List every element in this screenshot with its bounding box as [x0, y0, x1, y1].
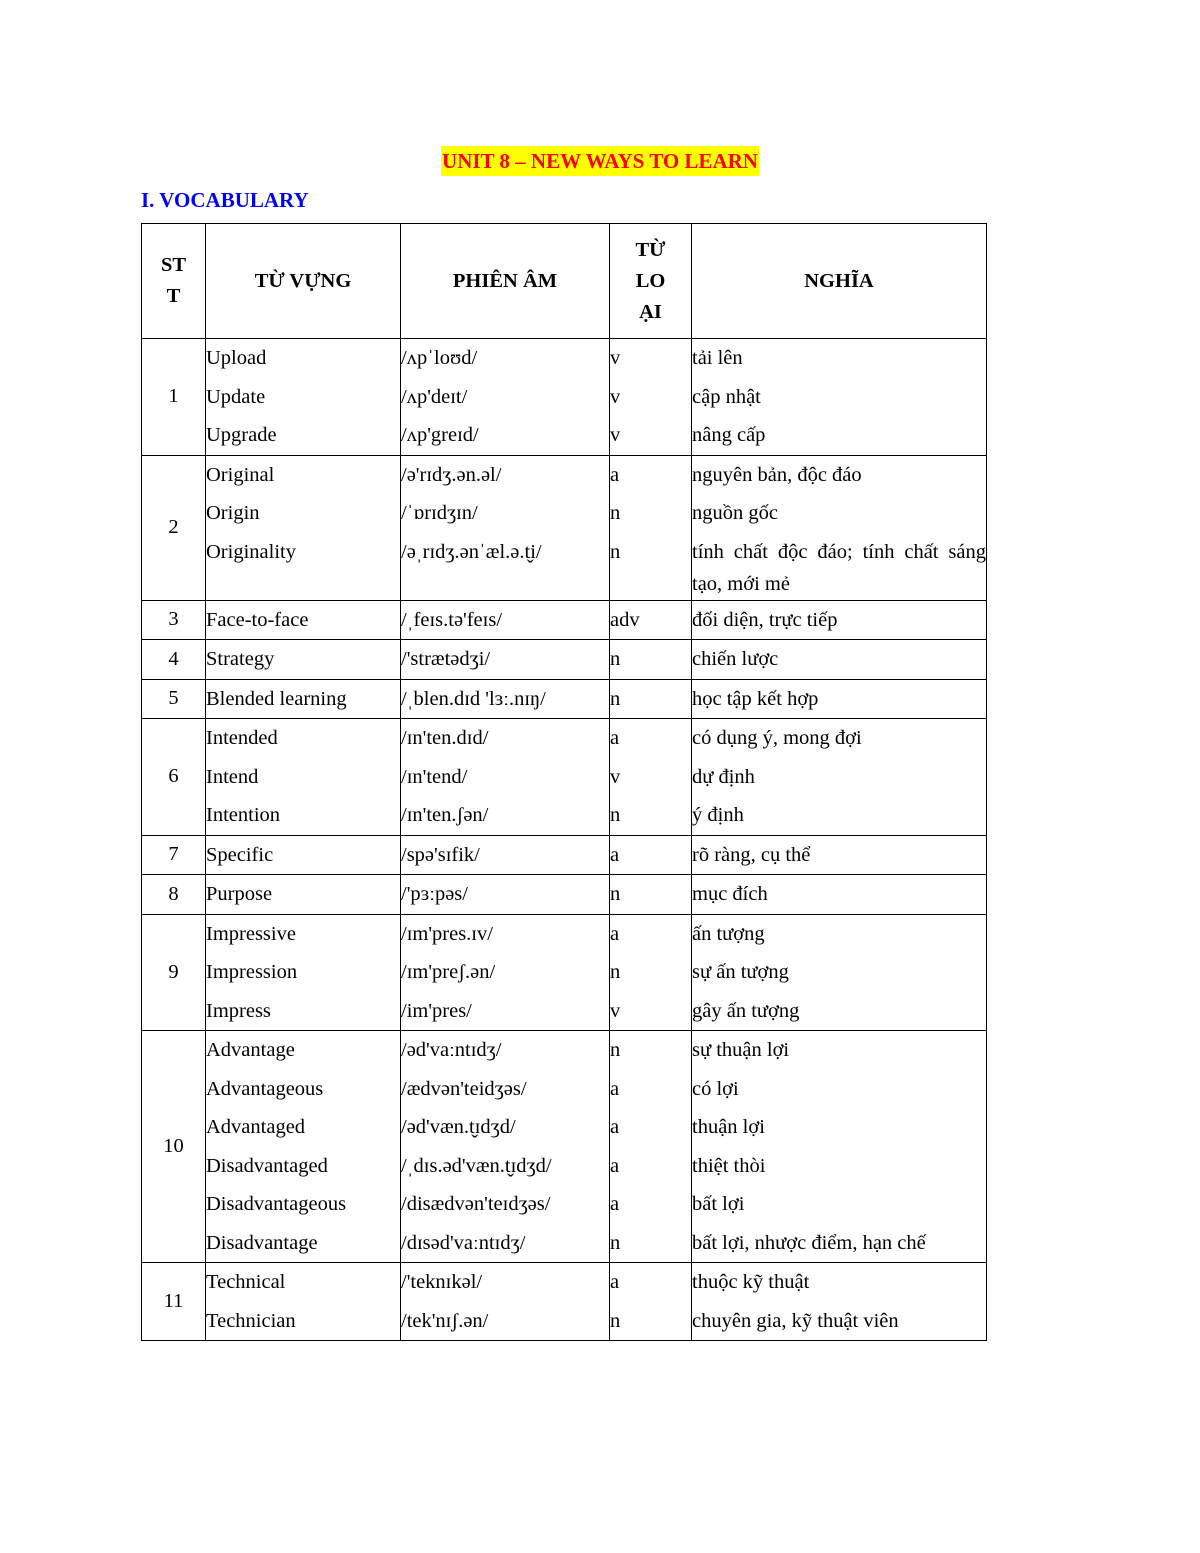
- document-title: UNIT 8 – NEW WAYS TO LEARN: [441, 146, 759, 176]
- meaning-text: chiến lược: [692, 648, 779, 670]
- part-of-speech: a: [610, 1116, 620, 1138]
- vocab-word: Advantaged: [206, 1116, 306, 1138]
- vocab-word: Technician: [206, 1309, 296, 1332]
- meaning-text: thuộc kỹ thuật: [692, 1271, 810, 1293]
- header-pos-label: TỪ LOẠI: [635, 238, 666, 323]
- header-pos: [610, 224, 692, 339]
- phonetic-transcription: /im'pres/: [401, 999, 472, 1022]
- part-of-speech: n: [610, 540, 621, 563]
- phonetic-transcription-cell: [401, 600, 610, 640]
- part-of-speech: n: [610, 1309, 621, 1332]
- part-of-speech: a: [610, 1193, 620, 1215]
- part-of-speech: v: [610, 385, 621, 408]
- meaning-text: sự thuận lợi: [692, 1039, 790, 1061]
- meaning-text: nâng cấp: [692, 424, 766, 446]
- row-number: 6: [142, 719, 206, 836]
- table-row: [142, 719, 987, 836]
- phonetic-transcription-cell: [401, 719, 610, 836]
- row-number: 9: [142, 914, 206, 1031]
- meaning-text: ý định: [692, 804, 744, 826]
- vocab-word-cell: [206, 1263, 401, 1341]
- part-of-speech: v: [610, 999, 621, 1022]
- meaning-text: dự định: [692, 765, 755, 788]
- row-number: 3: [142, 600, 206, 640]
- vocab-word: Strategy: [206, 648, 275, 670]
- phonetic-transcription: /tek'nɪʃ.ən/: [401, 1309, 489, 1332]
- vocab-word: Update: [206, 385, 266, 408]
- vocab-word: Origin: [206, 502, 260, 524]
- part-of-speech: a: [610, 1271, 620, 1293]
- phonetic-transcription: /ə'rɪdʒ.ən.əl/: [401, 463, 502, 486]
- table-row: [142, 835, 987, 875]
- vocab-word: Impression: [206, 961, 298, 983]
- meaning-text: cập nhật: [692, 385, 761, 408]
- part-of-speech: n: [610, 687, 621, 710]
- vocab-word-cell: [206, 679, 401, 719]
- vocab-word: Impress: [206, 999, 271, 1022]
- vocab-word: Advantageous: [206, 1077, 324, 1100]
- phonetic-transcription: /əd'vaːntɪdʒ/: [401, 1039, 502, 1061]
- phonetic-transcription: /'teknɪkəl/: [401, 1271, 483, 1293]
- part-of-speech-cell: [610, 339, 692, 456]
- vocab-word: Purpose: [206, 883, 273, 905]
- meaning-text: thuận lợi: [692, 1116, 765, 1138]
- vocab-word-cell: [206, 875, 401, 915]
- phonetic-transcription-cell: [401, 640, 610, 680]
- vocab-word: Originality: [206, 540, 296, 563]
- row-number: 11: [142, 1263, 206, 1341]
- table-header-row: [142, 224, 987, 339]
- vocabulary-table-body: [142, 339, 987, 1341]
- row-number: 1: [142, 339, 206, 456]
- vocab-word: Disadvantage: [206, 1231, 318, 1254]
- table-row: [142, 914, 987, 1031]
- part-of-speech-cell: [610, 875, 692, 915]
- header-ipa: PHIÊN ÂM: [401, 224, 610, 339]
- meaning-text-cell: [692, 640, 987, 680]
- meaning-text-cell: [692, 455, 987, 600]
- part-of-speech: a: [610, 1154, 620, 1177]
- meaning-text: tải lên: [692, 347, 743, 369]
- phonetic-transcription: /ˈɒrɪdʒɪn/: [401, 502, 478, 524]
- part-of-speech-cell: [610, 1263, 692, 1341]
- part-of-speech: n: [610, 961, 621, 983]
- vocab-word: Intended: [206, 727, 278, 749]
- meaning-text: ấn tượng: [692, 922, 765, 945]
- part-of-speech-cell: [610, 835, 692, 875]
- vocab-word: Disadvantageous: [206, 1193, 347, 1215]
- part-of-speech-cell: [610, 719, 692, 836]
- vocab-word: Disadvantaged: [206, 1154, 328, 1177]
- vocab-word-cell: [206, 835, 401, 875]
- table-row: [142, 339, 987, 456]
- part-of-speech: v: [610, 347, 621, 369]
- row-number: 8: [142, 875, 206, 915]
- part-of-speech: n: [610, 804, 621, 826]
- part-of-speech: n: [610, 883, 621, 905]
- part-of-speech: v: [610, 424, 621, 446]
- meaning-text: học tập kết hợp: [692, 687, 819, 710]
- phonetic-transcription: /ʌp'greɪd/: [401, 424, 479, 446]
- part-of-speech: n: [610, 1039, 621, 1061]
- meaning-text-cell: [692, 679, 987, 719]
- table-row: [142, 875, 987, 915]
- part-of-speech: a: [610, 463, 620, 486]
- row-number: 4: [142, 640, 206, 680]
- phonetic-transcription: /spə'sɪfik/: [401, 843, 480, 866]
- phonetic-transcription-cell: [401, 835, 610, 875]
- part-of-speech: v: [610, 765, 621, 788]
- phonetic-transcription-cell: [401, 875, 610, 915]
- phonetic-transcription-cell: [401, 1031, 610, 1263]
- part-of-speech-cell: [610, 679, 692, 719]
- part-of-speech: n: [610, 502, 621, 524]
- vocab-word: Upgrade: [206, 424, 277, 446]
- vocab-word: Blended learning: [206, 687, 347, 710]
- phonetic-transcription: /ˌdɪs.əd'væn.t̬ɪdʒd/: [401, 1154, 552, 1177]
- meaning-text: nguyên bản, độc đáo: [692, 463, 862, 486]
- part-of-speech-cell: [610, 1031, 692, 1263]
- phonetic-transcription: /dɪsəd'vaːntɪdʒ/: [401, 1231, 526, 1254]
- vocab-word-cell: [206, 600, 401, 640]
- phonetic-transcription: /disædvən'teɪdʒəs/: [401, 1193, 551, 1215]
- phonetic-transcription-cell: [401, 339, 610, 456]
- meaning-text-cell: [692, 719, 987, 836]
- meaning-text-cell: [692, 1031, 987, 1263]
- row-number: 10: [142, 1031, 206, 1263]
- vocab-word: Technical: [206, 1271, 286, 1293]
- row-number: 5: [142, 679, 206, 719]
- row-number: 7: [142, 835, 206, 875]
- phonetic-transcription-cell: [401, 1263, 610, 1341]
- vocab-word-cell: [206, 719, 401, 836]
- phonetic-transcription-cell: [401, 914, 610, 1031]
- phonetic-transcription-cell: [401, 679, 610, 719]
- phonetic-transcription: /'strætədʒi/: [401, 648, 491, 670]
- vocab-word-cell: [206, 339, 401, 456]
- phonetic-transcription: /ɪm'preʃ.ən/: [401, 961, 496, 983]
- part-of-speech-cell: [610, 600, 692, 640]
- meaning-text: bất lợi: [692, 1193, 745, 1215]
- vocab-word: Specific: [206, 843, 274, 866]
- meaning-text: sự ấn tượng: [692, 961, 789, 983]
- meaning-text: mục đích: [692, 883, 768, 905]
- vocab-word-cell: [206, 914, 401, 1031]
- part-of-speech: a: [610, 1077, 620, 1100]
- title-wrapper: [0, 146, 1200, 176]
- meaning-text-cell: [692, 875, 987, 915]
- meaning-text: tính chất độc đáo; tính chất sáng tạo, mới mẻ: [692, 540, 986, 595]
- vocab-word: Impressive: [206, 922, 296, 945]
- header-word: TỪ VỰNG: [206, 224, 401, 339]
- row-number: 2: [142, 455, 206, 600]
- meaning-text-cell: [692, 1263, 987, 1341]
- table-row: [142, 455, 987, 600]
- header-stt-label: STT: [160, 254, 187, 307]
- vocab-word: Intention: [206, 804, 281, 826]
- phonetic-transcription: /ʌpˈloʊd/: [401, 347, 478, 369]
- part-of-speech: a: [610, 922, 620, 945]
- vocab-word: Upload: [206, 347, 267, 369]
- vocab-word: Face-to-face: [206, 608, 309, 631]
- vocab-word: Original: [206, 463, 275, 486]
- meaning-text: chuyên gia, kỹ thuật viên: [692, 1309, 899, 1332]
- header-meaning: NGHĨA: [692, 224, 987, 339]
- vocab-word-cell: [206, 1031, 401, 1263]
- meaning-text: có dụng ý, mong đợi: [692, 727, 862, 749]
- phonetic-transcription-cell: [401, 455, 610, 600]
- vocab-word-cell: [206, 640, 401, 680]
- phonetic-transcription: /ɪn'ten.ʃən/: [401, 804, 489, 826]
- phonetic-transcription: /ˌblen.dɪd 'lɜː.nɪŋ/: [401, 687, 546, 710]
- phonetic-transcription: /əˌrɪdʒ.ənˈæl.ə.t̬i/: [401, 540, 542, 563]
- part-of-speech: a: [610, 843, 620, 866]
- meaning-text: có lợi: [692, 1077, 739, 1100]
- meaning-text-cell: [692, 914, 987, 1031]
- part-of-speech: a: [610, 727, 620, 749]
- meaning-text: thiệt thòi: [692, 1154, 766, 1177]
- meaning-text-cell: [692, 600, 987, 640]
- part-of-speech-cell: [610, 640, 692, 680]
- meaning-text-cell: [692, 339, 987, 456]
- meaning-text-cell: [692, 835, 987, 875]
- table-row: [142, 1263, 987, 1341]
- phonetic-transcription: /ɪn'ten.dɪd/: [401, 727, 489, 749]
- phonetic-transcription: /ɪn'tend/: [401, 765, 468, 788]
- table-row: [142, 600, 987, 640]
- table-row: [142, 679, 987, 719]
- part-of-speech: n: [610, 648, 621, 670]
- phonetic-transcription: /ɪm'pres.ɪv/: [401, 922, 493, 945]
- table-row: [142, 640, 987, 680]
- meaning-text: rõ ràng, cụ thể: [692, 843, 811, 866]
- vocab-word: Advantage: [206, 1039, 295, 1061]
- meaning-text: nguồn gốc: [692, 502, 778, 524]
- part-of-speech-cell: [610, 455, 692, 600]
- meaning-text: đối diện, trực tiếp: [692, 608, 838, 631]
- part-of-speech: adv: [610, 608, 640, 631]
- phonetic-transcription: /ʌp'deɪt/: [401, 385, 468, 408]
- vocab-word-cell: [206, 455, 401, 600]
- vocabulary-table: [141, 223, 987, 1341]
- table-row: [142, 1031, 987, 1263]
- phonetic-transcription: /əd'væn.t̬ɪdʒd/: [401, 1116, 516, 1138]
- header-stt: [142, 224, 206, 339]
- section-heading: I. VOCABULARY: [141, 188, 309, 212]
- part-of-speech: n: [610, 1231, 621, 1254]
- part-of-speech-cell: [610, 914, 692, 1031]
- vocab-word: Intend: [206, 765, 259, 788]
- phonetic-transcription: /ædvən'teidʒəs/: [401, 1077, 527, 1100]
- meaning-text: bất lợi, nhược điểm, hạn chế: [692, 1231, 926, 1254]
- phonetic-transcription: /ˌfeɪs.tə'feɪs/: [401, 608, 503, 631]
- phonetic-transcription: /'pɜːpəs/: [401, 883, 468, 905]
- meaning-text: gây ấn tượng: [692, 999, 800, 1022]
